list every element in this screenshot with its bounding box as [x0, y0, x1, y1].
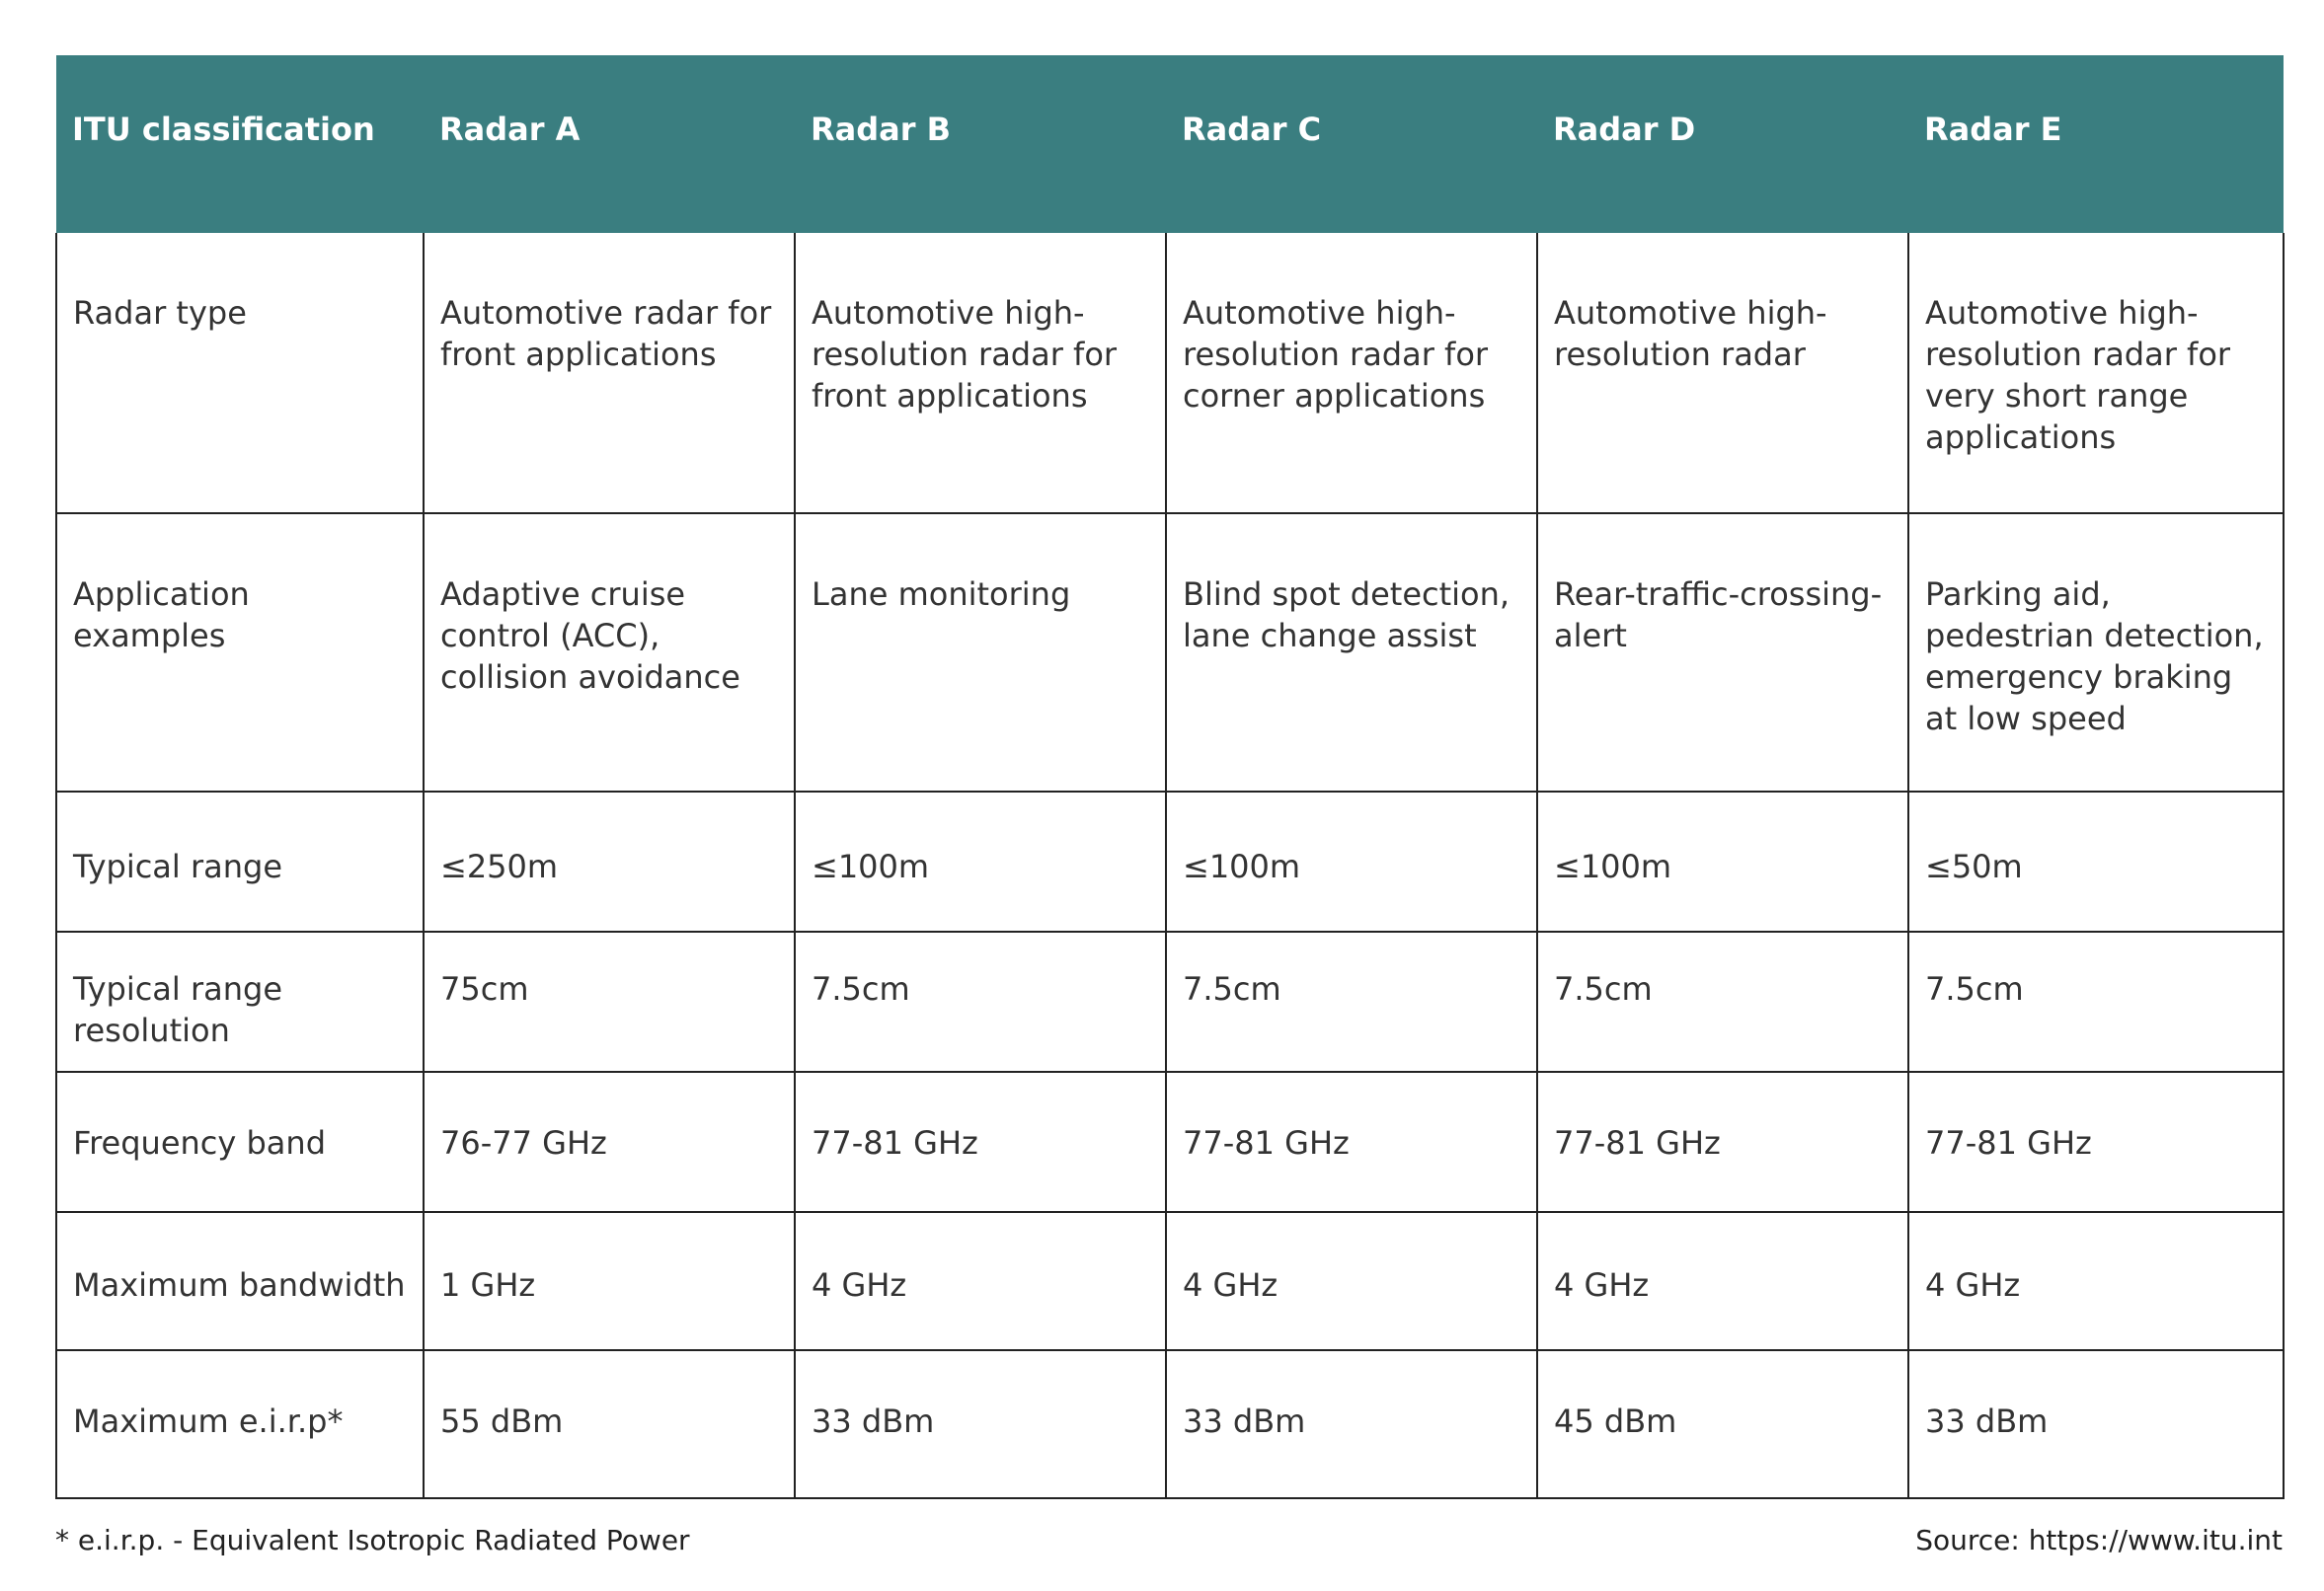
row-label: Maximum e.i.r.p* [56, 1350, 424, 1498]
table-cell: 4 GHz [1908, 1212, 2284, 1350]
radar-classification-table [55, 55, 2285, 1499]
header-radar-a: Radar A [439, 111, 581, 148]
row-label: Typical range resolution [56, 932, 424, 1072]
header-radar-d: Radar D [1553, 111, 1696, 148]
row-label: Radar type [56, 233, 424, 513]
table-row-application-examples [56, 513, 2284, 792]
table-header-row [56, 55, 2284, 233]
table-cell: 77-81 GHz [1908, 1072, 2284, 1212]
table-cell: Blind spot detection, lane change assist [1166, 513, 1537, 792]
table-row-frequency-band [56, 1072, 2284, 1212]
table-cell: 7.5cm [1908, 932, 2284, 1072]
table-cell: Rear-traffic-crossing-alert [1537, 513, 1908, 792]
table-cell: Automotive high-resolution radar for very short range applications [1908, 233, 2284, 513]
table-cell: 76-77 GHz [424, 1072, 795, 1212]
table-row-maximum-eirp [56, 1350, 2284, 1498]
table-cell: 55 dBm [424, 1350, 795, 1498]
table-cell: 7.5cm [795, 932, 1166, 1072]
table-cell: ≤250m [424, 792, 795, 932]
radar-classification-table-container [55, 55, 2283, 1499]
header-radar-c: Radar C [1182, 111, 1322, 148]
table-cell: 33 dBm [1166, 1350, 1537, 1498]
header-radar-b: Radar B [811, 111, 952, 148]
table-row-typical-range [56, 792, 2284, 932]
table-cell: 45 dBm [1537, 1350, 1908, 1498]
table-cell: 33 dBm [1908, 1350, 2284, 1498]
header-itu-classification: ITU classification [72, 111, 375, 148]
table-cell: 7.5cm [1537, 932, 1908, 1072]
table-cell: 33 dBm [795, 1350, 1166, 1498]
row-label: Maximum bandwidth [56, 1212, 424, 1350]
table-cell: ≤100m [1537, 792, 1908, 932]
table-cell: Lane monitoring [795, 513, 1166, 792]
table-cell: 7.5cm [1166, 932, 1537, 1072]
table-cell: 77-81 GHz [1537, 1072, 1908, 1212]
table-cell: 4 GHz [795, 1212, 1166, 1350]
row-label: Application examples [56, 513, 424, 792]
table-cell: Parking aid, pedestrian detection, emergency braking at low speed [1908, 513, 2284, 792]
table-cell: 4 GHz [1166, 1212, 1537, 1350]
table-cell: ≤50m [1908, 792, 2284, 932]
table-cell: 4 GHz [1537, 1212, 1908, 1350]
row-label: Typical range [56, 792, 424, 932]
table-cell: Automotive high-resolution radar for front applications [795, 233, 1166, 513]
table-cell: Automotive high-resolution radar for corner applications [1166, 233, 1537, 513]
table-cell: 75cm [424, 932, 795, 1072]
header-radar-e: Radar E [1924, 111, 2062, 148]
table-row-maximum-bandwidth [56, 1212, 2284, 1350]
table-cell: Automotive radar for front applications [424, 233, 795, 513]
table-cell: Adaptive cruise control (ACC), collision avoidance [424, 513, 795, 792]
table-cell: Automotive high-resolution radar [1537, 233, 1908, 513]
row-label: Frequency band [56, 1072, 424, 1212]
table-cell: ≤100m [795, 792, 1166, 932]
table-cell: 1 GHz [424, 1212, 795, 1350]
footnote-eirp: * e.i.r.p. - Equivalent Isotropic Radiated Power [55, 1524, 690, 1556]
table-row-typical-range-resolution [56, 932, 2284, 1072]
table-cell: ≤100m [1166, 792, 1537, 932]
table-row-radar-type [56, 233, 2284, 513]
table-cell: 77-81 GHz [795, 1072, 1166, 1212]
table-cell: 77-81 GHz [1166, 1072, 1537, 1212]
source-credit: Source: https://www.itu.int [1915, 1524, 2283, 1556]
